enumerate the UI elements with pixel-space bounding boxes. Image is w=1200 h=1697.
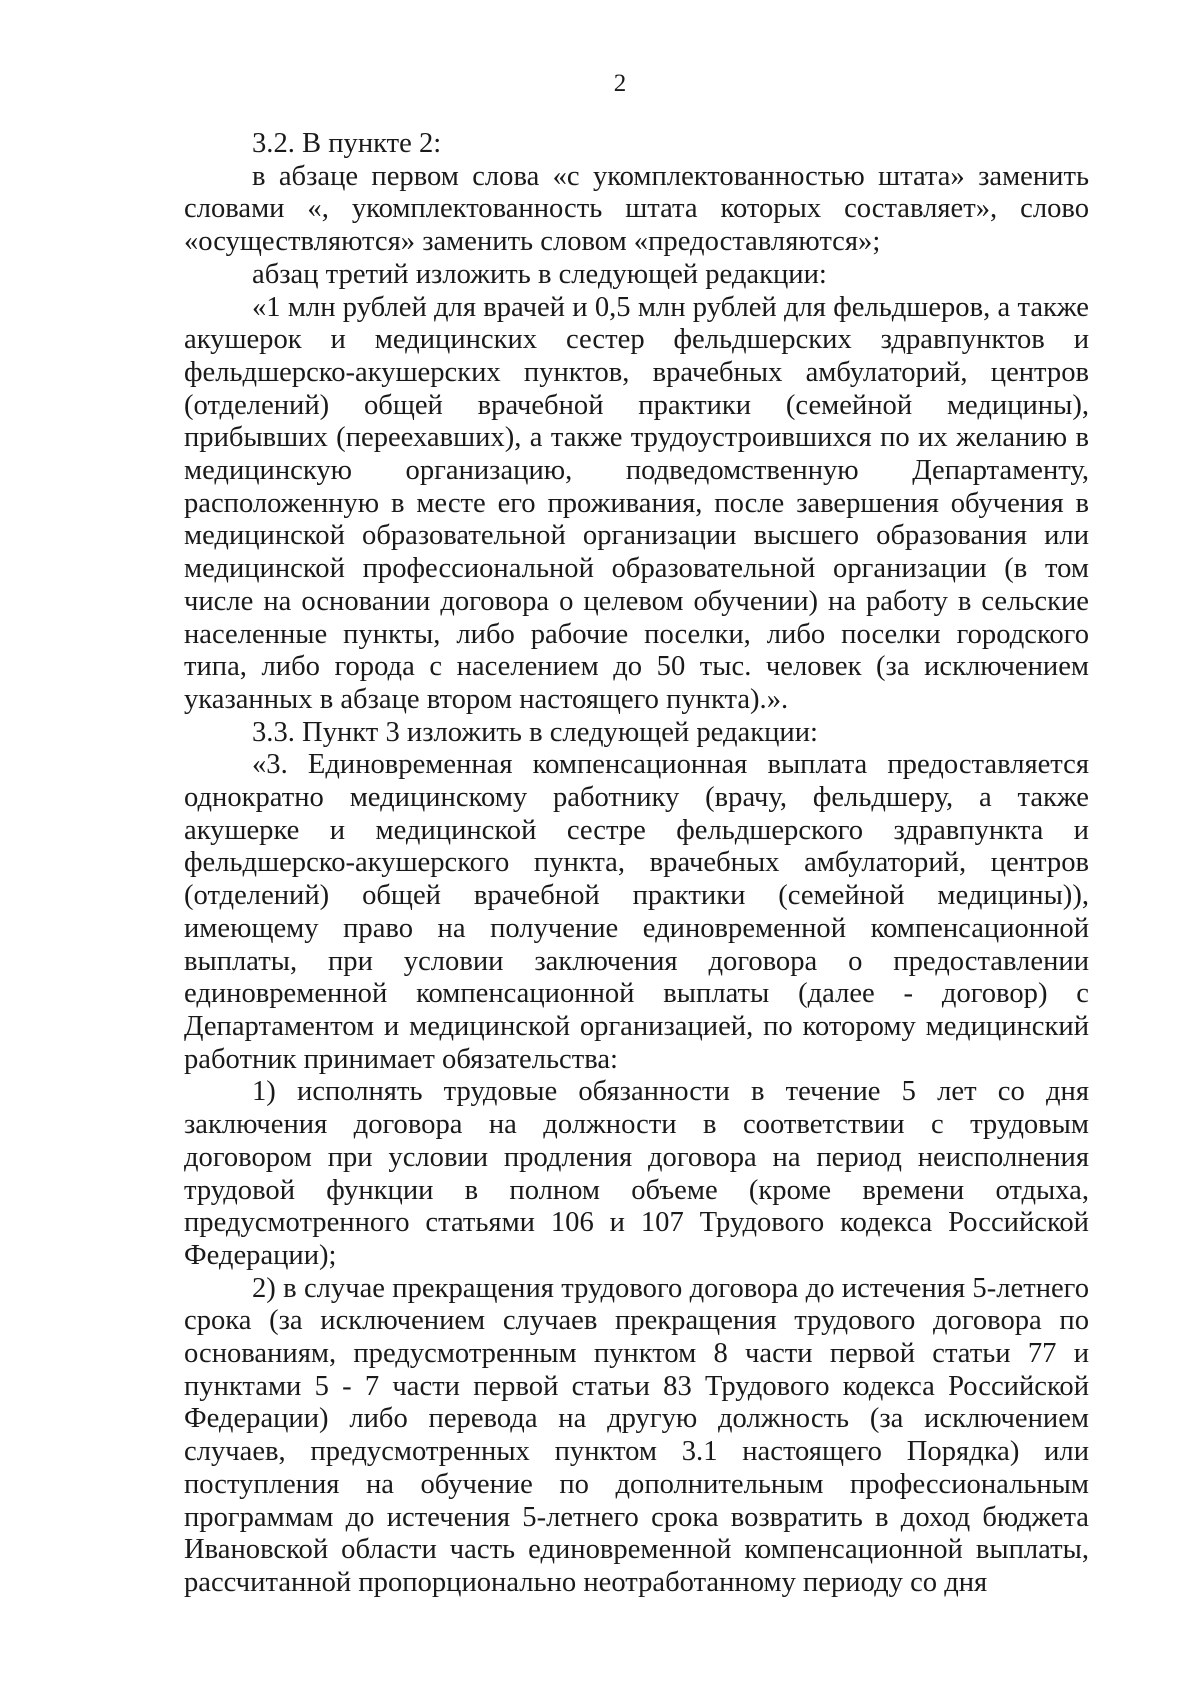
paragraph-obligation-1: 1) исполнять трудовые обязанности в течение 5 лет со дня заключения договора на должности в соответствии с трудовым договором при условии продления договора на период неисполнения трудовой функции в полном объеме (кроме времени отдыха, предусмотренного статьями 106 и 107 Трудового кодекса Российской Федерации); xyxy=(184,1076,1089,1271)
paragraph-3-3-heading: 3.3. Пункт 3 изложить в следующей редакции: xyxy=(252,716,818,748)
paragraph-obligation-2: 2) в случае прекращения трудового договора до истечения 5-летнего срока (за исключением случаев прекращения трудового договора по основаниям, предусмотренным пунктом 8 части первой статьи 77 и пунктами 5 - 7 части первой статьи 83 Трудового кодекса Российской Федерации) либо перевода на другую должность (за исключением случаев, предусмотренных пунктом 3.1 настоящего Порядка) или поступления на обучение по дополнительным профессиональным программам до истечения 5-летнего срока возвратить в доход бюджета Ивановской области часть единовременной компенсационной выплаты, рассчитанной пропорционально неотработанному периоду со дня xyxy=(184,1272,1089,1598)
document-body xyxy=(184,128,1089,1600)
paragraph-amendment-first-abzac: в абзаце первом слова «с укомплектованностью штата» заменить словами «, укомплектованность штата которых составляет», слово «осуществляются» заменить словом «предоставляются»; xyxy=(184,160,1089,258)
paragraph-new-third-abzac-text: «1 млн рублей для врачей и 0,5 млн рублей для фельдшеров, а также акушерок и медицинских сестер фельдшерских здравпунктов и фельдшерско-акушерских пунктов, врачебных амбулаторий, центров (отделений) общей врачебной практики (семейной медицины), прибывших (переехавших), а также трудоустроившихся по их желанию в медицинскую организацию, подведомственную Департаменту, расположенную в месте его проживания, после завершения обучения в медицинской образовательной организации высшего образования или медицинской профессиональной образовательной организации (в том числе на основании договора о целевом обучении) на работу в сельские населенные пункты, либо рабочие поселки, либо поселки городского типа, либо города с населением до 50 тыс. человек (за исключением указанных в абзаце втором настоящего пункта).». xyxy=(184,291,1089,715)
paragraph-new-point-3-text: «3. Единовременная компенсационная выплата предоставляется однократно медицинскому работнику (врачу, фельдшеру, а также акушерке и медицинской сестре фельдшерского здравпункта и фельдшерско-акушерского пункта, врачебных амбулаторий, центров (отделений) общей врачебной практики (семейной медицины)), имеющему право на получение единовременной компенсационной выплаты, при условии заключения договора о предоставлении единовременной компенсационной выплаты (далее - договор) с Департаментом и медицинской организацией, по которому медицинский работник принимает обязательства: xyxy=(184,749,1089,1075)
paragraph-3-2-heading: 3.2. В пункте 2: xyxy=(252,128,442,159)
page-number: 2 xyxy=(613,70,627,97)
paragraph-amendment-third-abzac-intro: абзац третий изложить в следующей редакции: xyxy=(252,258,827,290)
